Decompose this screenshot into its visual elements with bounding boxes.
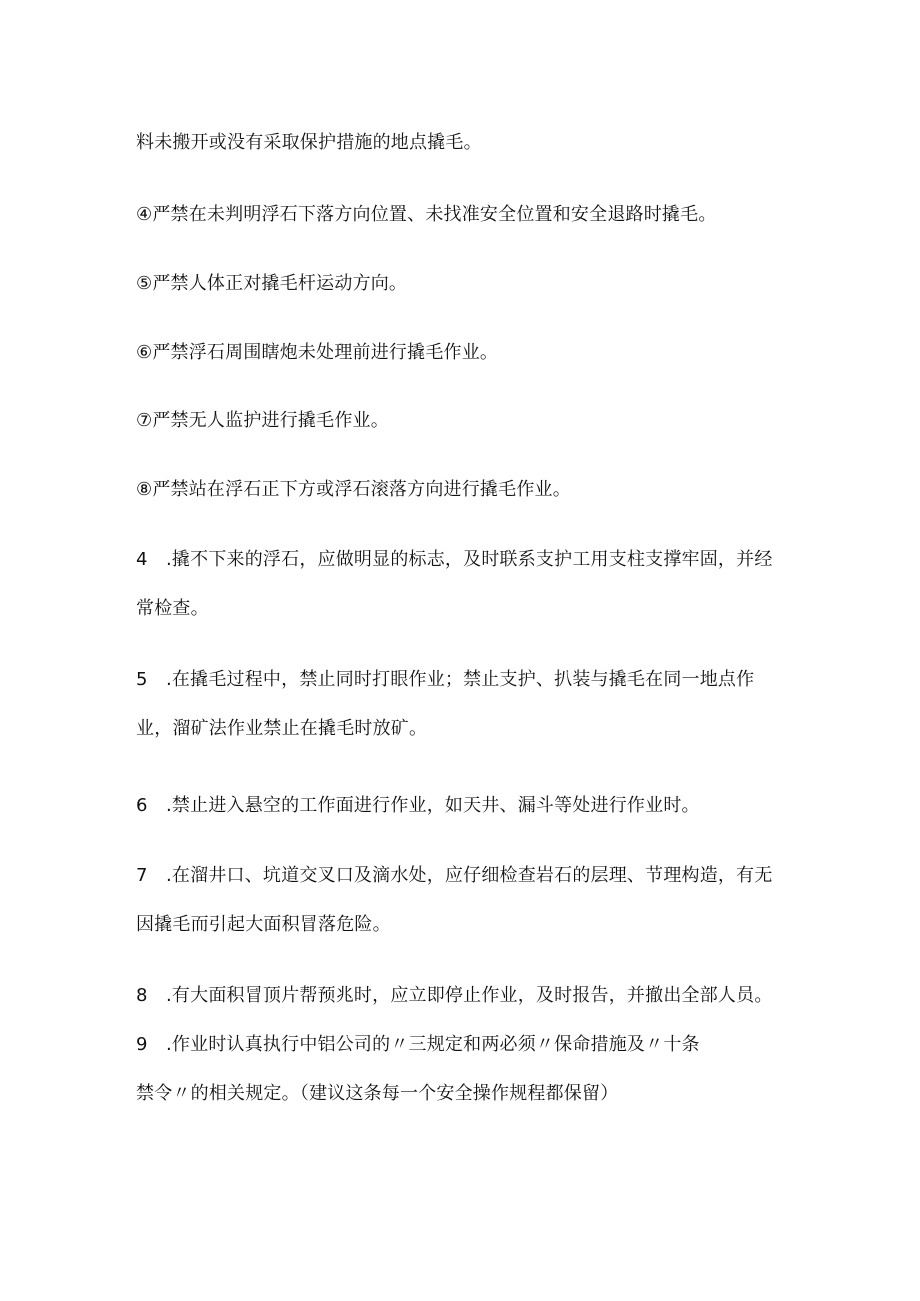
rule-item-4: ④严禁在未判明浮石下落方向位置、未找准安全位置和安全退路时撬毛。 — [136, 204, 717, 225]
rule-item-8: ⑧严禁站在浮石正下方或浮石滚落方向进行撬毛作业。 — [136, 479, 571, 500]
numbered-item-9-continuation: 禁令〃的相关规定。（建议这条每一个安全操作规程都保留） — [136, 1083, 619, 1104]
numbered-item-4-continuation: 常检查。 — [136, 598, 209, 619]
numbered-item-8 — [136, 984, 773, 1008]
numbered-item-7-continuation: 因撬毛而引起大面积冒落危险。 — [136, 914, 391, 935]
item-number: 5 — [136, 669, 148, 690]
numbered-item-7 — [136, 864, 773, 888]
item-text: .在撬毛过程中，禁止同时打眼作业；禁止支护、扒装与撬毛在同一地点作 — [166, 669, 755, 690]
item-text: .撬不下来的浮石，应做明显的标志，及时联系支护工用支柱支撑牢固，并经 — [166, 549, 773, 570]
item-number: 4 — [136, 549, 148, 570]
rule-item-6: ⑥严禁浮石周围瞎炮未处理前进行撬毛作业。 — [136, 342, 499, 363]
numbered-item-6 — [136, 794, 700, 818]
item-text: .有大面积冒顶片帮预兆时，应立即停止作业，及时报告，并撤出全部人员。 — [166, 985, 773, 1006]
item-number: 6 — [136, 795, 148, 816]
rule-item-5: ⑤严禁人体正对撬毛杆运动方向。 — [136, 273, 408, 294]
numbered-item-4 — [136, 548, 773, 572]
rule-item-7: ⑦严禁无人监护进行撬毛作业。 — [136, 410, 389, 431]
item-text: .禁止进入悬空的工作面进行作业，如天井、漏斗等处进行作业时。 — [166, 795, 700, 816]
item-number: 8 — [136, 985, 148, 1006]
numbered-item-5 — [136, 668, 754, 692]
paragraph-line: 料未搬开或没有采取保护措施的地点撬毛。 — [136, 132, 482, 153]
numbered-item-9 — [136, 1033, 700, 1057]
numbered-item-5-continuation: 业，溜矿法作业禁止在撬毛时放矿。 — [136, 718, 428, 739]
item-number: 7 — [136, 865, 148, 886]
item-text: .在溜井口、坑道交叉口及滴水处，应仔细检查岩石的层理、节理构造，有无 — [166, 865, 773, 886]
item-number: 9 — [136, 1034, 148, 1055]
item-text: .作业时认真执行中铝公司的〃三规定和两必须〃保命措施及〃十条 — [166, 1034, 700, 1055]
